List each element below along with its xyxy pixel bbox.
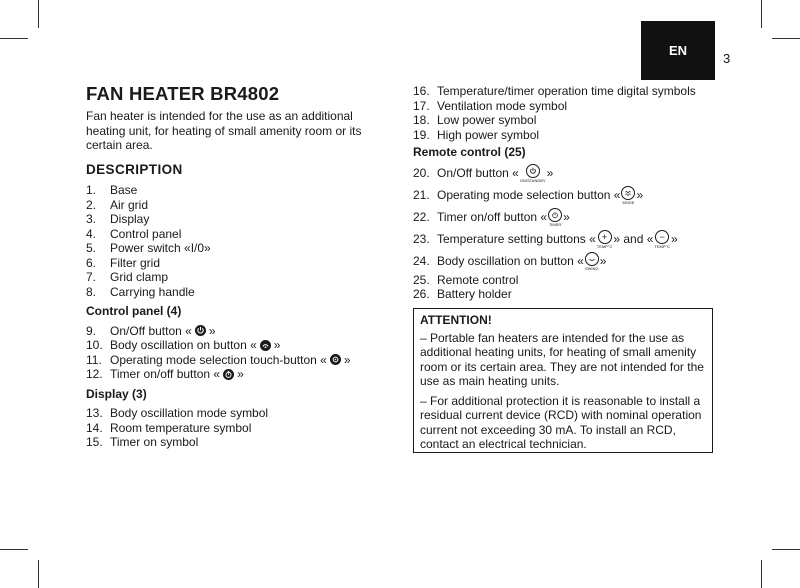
control-panel-list: [86, 324, 386, 382]
list-item: 16. Temperature/timer operation time digital symbols: [413, 84, 696, 98]
language-tab: EN: [641, 21, 715, 80]
attention-paragraph: – For additional protection it is reasonable to install a residual current device (RCD) with nominal operation current not exceeding 30 mA. To install an RCD, contact an electrical technician.: [420, 393, 702, 451]
list-item: 6. Filter grid: [86, 255, 161, 270]
right-column: [413, 84, 713, 302]
crop-mark: [761, 560, 762, 588]
display-list-continued: [413, 84, 713, 142]
crop-mark: [772, 549, 800, 550]
list-item: 5. Power switch «I/0»: [86, 241, 211, 255]
list-item: 1. Base: [86, 183, 138, 197]
list-item: 8. Carrying handle: [86, 284, 195, 299]
list-item: 13. Body oscillation mode symbol: [86, 406, 269, 420]
remote-control-list: [413, 163, 713, 302]
list-item: 14. Room temperature symbol: [86, 420, 252, 435]
list-item: 21. Operating mode selection button « MODE »: [413, 185, 713, 207]
list-item: 11. Operating mode selection touch-button « »: [86, 352, 351, 367]
list-item: 23. Temperature setting buttons « + TEMP°C » and « − TEMP°C »: [413, 231, 678, 249]
crop-mark: [38, 560, 39, 588]
list-item: 4. Control panel: [86, 226, 182, 241]
crop-mark: [0, 38, 28, 39]
list-item: 17. Ventilation mode symbol: [413, 98, 568, 113]
attention-paragraph: – Portable fan heaters are intended for the use as additional heating units, for heating of small amenity room or its certain area. They are not intended for the use as main heating units.: [420, 330, 704, 388]
left-column: [86, 84, 386, 450]
list-item: 2. Air grid: [86, 197, 149, 212]
crop-mark: [38, 0, 39, 28]
description-list: [86, 183, 386, 299]
oscillation-icon: SWING: [585, 252, 599, 271]
power-icon: [195, 325, 206, 336]
list-item: 15. Timer on symbol: [86, 435, 199, 449]
timer-icon: [223, 369, 234, 380]
crop-mark: [761, 0, 762, 28]
list-item: 22. Timer on/off button « TIMER »: [413, 207, 713, 229]
list-item: 10. Body oscillation on button « »: [86, 338, 281, 352]
list-item: 3. Display: [86, 212, 150, 226]
list-item: 12. Timer on/off button « »: [86, 367, 244, 381]
mode-icon: [330, 354, 341, 365]
attention-box: [413, 308, 713, 453]
timer-icon: TIMER: [548, 208, 562, 227]
attention-heading: ATTENTION!: [420, 313, 492, 327]
list-item: 7. Grid clamp: [86, 270, 169, 284]
power-icon: ON/STANDBY: [520, 164, 546, 183]
list-item: 19. High power symbol: [413, 127, 540, 142]
list-item: 26. Battery holder: [413, 287, 512, 301]
display-heading: Display (3): [86, 386, 147, 401]
mode-icon: MODE: [621, 186, 635, 205]
list-item: 9. On/Off button « »: [86, 323, 216, 338]
page-number: 3: [723, 51, 731, 66]
page-title: FAN HEATER BR4802: [86, 83, 280, 104]
crop-mark: [0, 549, 28, 550]
control-panel-heading: Control panel (4): [86, 304, 182, 318]
oscillation-icon: [260, 340, 271, 351]
display-list: [86, 406, 386, 450]
minus-icon: − TEMP°C: [654, 231, 671, 249]
list-item: 18. Low power symbol: [413, 113, 537, 127]
plus-icon: + TEMP°C: [596, 231, 613, 249]
list-item: 25. Remote control: [413, 272, 519, 287]
crop-mark: [772, 38, 800, 39]
intro-text: Fan heater is intended for the use as an additional heating unit, for heating of small amenity room or its certain area.: [86, 109, 362, 152]
list-item: 24. Body oscillation on button « SWING »: [413, 251, 713, 273]
remote-control-heading: Remote control (25): [413, 145, 526, 159]
description-heading: DESCRIPTION: [86, 161, 183, 177]
list-item: 20. On/Off button « ON/STANDBY »: [413, 163, 713, 185]
